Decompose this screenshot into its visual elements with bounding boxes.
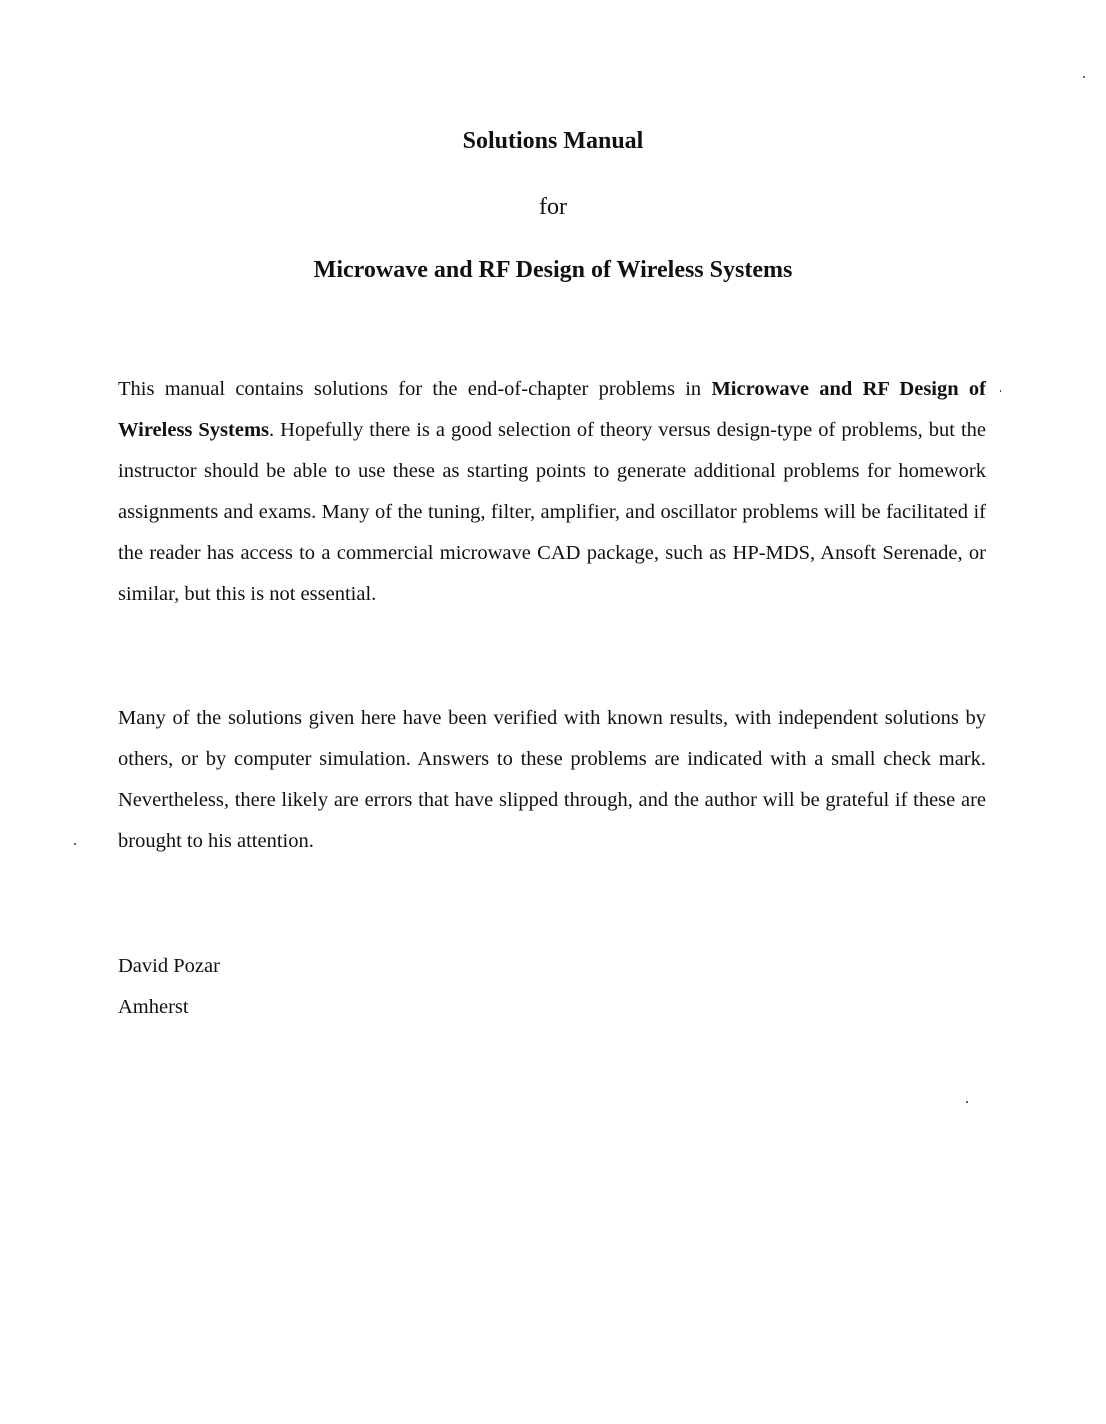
book-title-inline: Microwave and RF Design of Wireless Systems xyxy=(118,378,986,441)
scan-speck xyxy=(1000,390,1001,392)
intro-rest-text: . Hopefully there is a good selection of theory versus design-type of problems, but the instructor should be able to use these as starting points to generate additional problems for homework assignments and exams. Many of the tuning, filter, amplifier, and oscillator problems will be facilitated if the reader has access to a commercial microwave CAD package, such as HP-MDS, Ansoft Serenade, or similar, but this is not essential. xyxy=(118,419,987,605)
document-title: Solutions Manual xyxy=(462,128,644,154)
intro-paragraph xyxy=(118,369,986,615)
verification-paragraph: Many of the solutions given here have been verified with known results, with independent solutions by others, or by computer simulation. Answers to these problems are indicated with a small check mark. Nevertheless, there likely are errors that have slipped through, and the author will be grateful if these are brought to his attention. xyxy=(118,707,986,852)
scan-speck xyxy=(74,843,76,845)
for-line: for xyxy=(539,194,567,220)
scan-speck xyxy=(1083,76,1085,78)
author-location: Amherst xyxy=(118,996,189,1018)
author-name: David Pozar xyxy=(118,955,220,977)
scan-speck xyxy=(966,1101,968,1103)
book-title-heading: Microwave and RF Design of Wireless Systems xyxy=(313,257,793,283)
intro-text: This manual contains solutions for the end-of-chapter problems in xyxy=(118,378,712,400)
